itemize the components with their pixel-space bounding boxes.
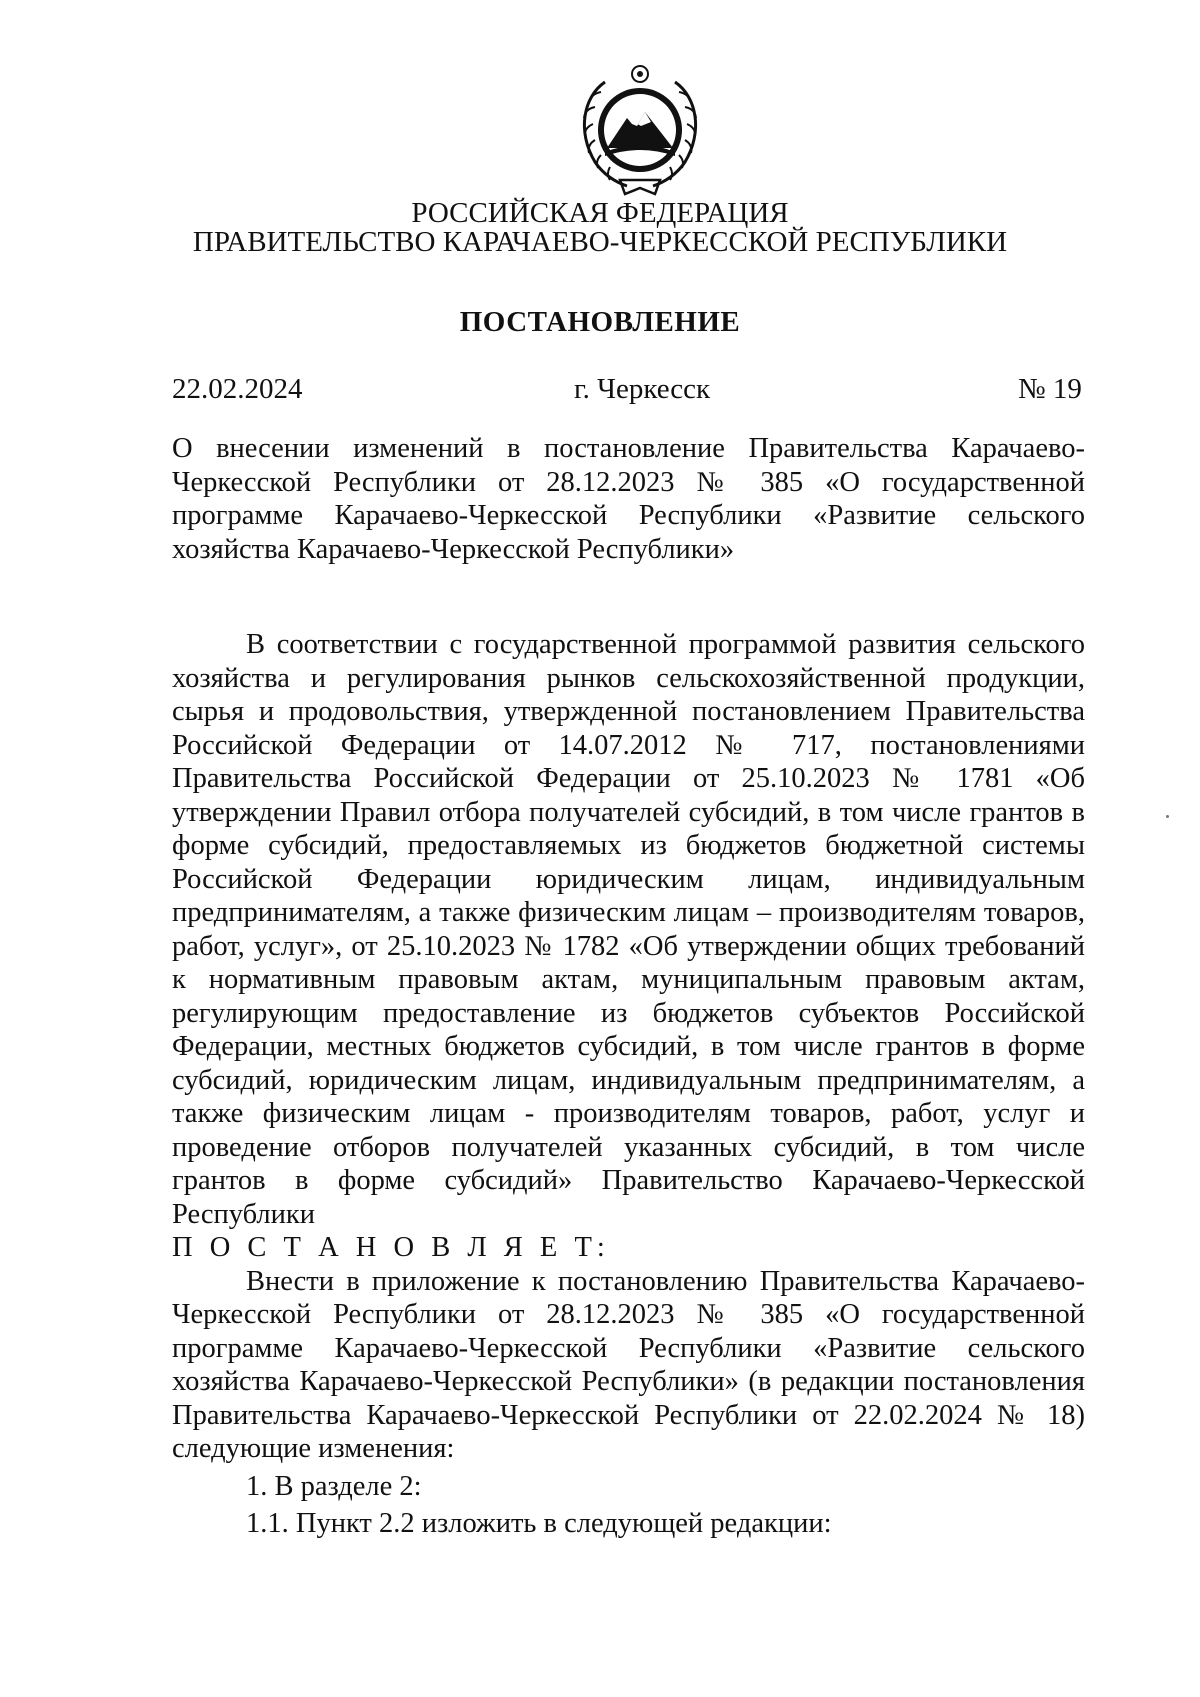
coat-of-arms-icon [565,52,715,202]
main-paragraph: Внести в приложение к постановлению Правительства Карачаево-Черкесской Республики от 28.12.2023 № 385 «О государственной программе Карачаево-Черкесской Республики «Развитие сельского хозяйства Карачаево-Черкесской Республики» (в редакции постановления Правительства Карачаево-Черкесской Республики от 22.02.2024 № 18) следующие изменения: [172,1265,1085,1464]
list-item-1-1: 1.1. Пункт 2.2 изложить в следующей редакции: [246,1508,832,1539]
preamble-paragraph: В соответствии с государственной программой развития сельского хозяйства и регулирования рынков сельскохозяйственной продукции, сырья и продовольствия, утвержденной постановлением Правительства Российской Федерации от 14.07.2012 № 717, постановлениями Правительства Российской Федерации от 25.10.2023 № 1781 «Об утверждении Правил отбора получателей субсидий, в том числе грантов в форме субсидий, предоставляемых из бюджетов бюджетной системы Российской Федерации юридическим лицам, индивидуальным предпринимателям, а также физическим лицам – производителям товаров, работ, услуг», от 25.10.2023 № 1782 «Об утверждении общих требований к нормативным правовым актам, муниципальным правовым актам, регулирующим предоставление из бюджетов субъектов Российской Федерации, местных бюджетов субсидий, в том числе грантов в форме субсидий, юридическим лицам, индивидуальным предпринимателям, а также физическим лицам - производителям товаров, работ, услуг и проведение отборов получателей указанных субсидий, в том числе грантов в форме субсидий» Правительство Карачаево-Черкесской Республики [172,629,1085,1230]
header-government: ПРАВИТЕЛЬСТВО КАРАЧАЕВО-ЧЕРКЕССКОЙ РЕСПУБЛИКИ [192,226,1008,258]
document-subject: О внесении изменений в постановление Правительства Карачаево-Черкесской Республики от 28.12.2023 № 385 «О государственной программе Карачаево-Черкесской Республики «Развитие сельского хозяйства Карачаево-Черкесской Республики» [172,433,1085,565]
scan-speck [1166,815,1169,818]
decree-word: П О С Т А Н О В Л Я Е Т: [172,1232,610,1263]
document-date: 22.02.2024 [172,373,303,405]
document-title: ПОСТАНОВЛЕНИЕ [459,306,741,338]
document-number: № 19 [1018,373,1082,405]
header-country: РОССИЙСКАЯ ФЕДЕРАЦИЯ [411,197,789,229]
list-item-1: 1. В разделе 2: [246,1470,422,1502]
document-city: г. Черкесск [574,373,711,405]
document-body [172,628,1085,1541]
